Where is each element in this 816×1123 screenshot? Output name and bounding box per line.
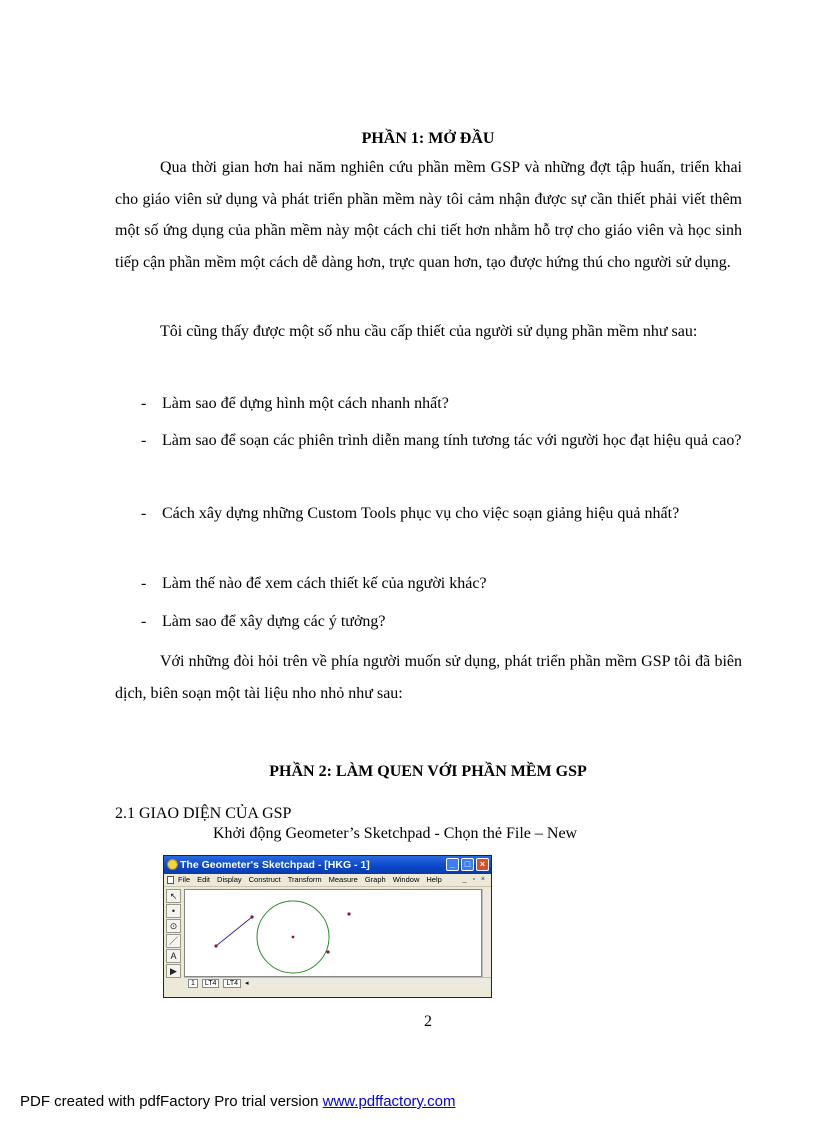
bullet-text: Làm sao để xây dựng các ý tưởng? (162, 613, 386, 630)
sketch-point (347, 912, 350, 915)
compass-tool-icon: ⊙ (166, 919, 181, 933)
part1-heading: PHẦN 1: MỞ ĐẦU (361, 130, 495, 147)
intro-paragraph: Qua thời gian hơn hai năm nghiên cứu phần mềm GSP và những đợt tập huấn, triển khai cho giáo viên sử dụng và phát triển phần mềm này tôi cảm nhận được sự cần thiết phải viết thêm một số ứng dụng của phần mềm này một cách chi tiết hơn nhằm hỗ trợ cho giáo viên và học sinh tiếp cận phần mềm một cách dễ dàng hơn, trực quan hơn, tạo được hứng thú cho người sử dụng. (115, 159, 742, 271)
pdf-footer (20, 1093, 455, 1110)
sketch-point (250, 915, 253, 918)
bullet-text: Cách xây dựng những Custom Tools phục vụ cho việc soạn giảng hiệu quả nhất? (162, 505, 680, 522)
menu-edit: Edit (197, 875, 211, 884)
menu-construct: Construct (248, 875, 281, 884)
footer-link[interactable]: www.pdffactory.com (322, 1093, 456, 1110)
gsp-toolbox (166, 889, 183, 991)
gsp-window-title: The Geometer's Sketchpad - [HKG - 1] (180, 859, 370, 871)
maximize-icon: □ (461, 858, 474, 871)
menu-file: File (178, 875, 191, 884)
close-icon: × (476, 858, 489, 871)
gsp-sketch-canvas (184, 889, 482, 977)
menu-help: Help (426, 875, 442, 884)
bullet-text: Làm sao để soạn các phiên trình diễn mang tính tương tác với người học đạt hiệu quả cao? (162, 432, 742, 449)
bullet-item (115, 606, 742, 638)
text-tool-icon: A (166, 949, 181, 963)
arrow-tool-icon: ↖ (166, 889, 181, 903)
bullet-text: Làm thế nào để xem cách thiết kế của người khác? (162, 575, 487, 592)
sketch-drawing (185, 890, 481, 976)
footer-text: PDF created with pdfFactory Pro trial version (20, 1093, 323, 1110)
sketch-point (214, 944, 217, 947)
sketch-point (326, 950, 329, 953)
gsp-page-tabs (184, 977, 491, 988)
menu-graph: Graph (364, 875, 386, 884)
custom-tool-icon: ▶ (166, 964, 181, 978)
app-icon (167, 859, 178, 870)
menu-display: Display (217, 875, 242, 884)
scroll-left-icon: ◂ (245, 980, 249, 987)
gsp-title-bar (164, 856, 491, 874)
bullet-item (115, 425, 742, 457)
vertical-scrollbar (482, 889, 491, 977)
menu-transform: Transform (287, 875, 322, 884)
point-tool-icon: • (166, 904, 181, 918)
page-tab: LT4 (223, 979, 241, 988)
needs-paragraph: Tôi cũng thấy được một số nhu cầu cấp thiết của người sử dụng phần mềm như sau: (160, 323, 698, 340)
bullet-text: Làm sao để dựng hình một cách nhanh nhất? (162, 395, 449, 412)
section-title: 2.1 GIAO DIỆN CỦA GSP (115, 805, 292, 822)
bullet-marker: - (141, 575, 147, 592)
part2-heading: PHẦN 2: LÀM QUEN VỚI PHẦN MỀM GSP (269, 763, 587, 780)
bullet-item (115, 498, 742, 530)
closing-paragraph: Với những đòi hỏi trên về phía người muốn sử dụng, phát triển phần mềm GSP tôi đã biên dịch, biên soạn một tài liệu nho nhỏ như sau: (115, 653, 742, 702)
page-tab: 1 (188, 979, 198, 988)
straightedge-tool-icon: ／ (166, 934, 181, 948)
bullet-item (115, 568, 742, 600)
gsp-menu-bar (164, 874, 491, 887)
bullet-item (115, 388, 742, 420)
bullet-marker: - (141, 613, 147, 630)
mdi-controls-icon: _ ▫ × (462, 876, 487, 883)
menu-window: Window (392, 875, 420, 884)
minimize-icon: _ (446, 858, 459, 871)
page-number: 2 (424, 1013, 432, 1030)
bullet-marker: - (141, 395, 147, 412)
menu-measure: Measure (328, 875, 358, 884)
document-icon (167, 876, 174, 884)
page-tab: LT4 (202, 979, 220, 988)
figure-caption: Khởi động Geometer’s Sketchpad - Chọn thẻ File – New (213, 825, 578, 842)
gsp-window-screenshot (163, 855, 492, 998)
bullet-marker: - (141, 505, 147, 522)
sketch-point (292, 936, 295, 939)
bullet-marker: - (141, 432, 147, 449)
sketch-segment (216, 917, 252, 946)
